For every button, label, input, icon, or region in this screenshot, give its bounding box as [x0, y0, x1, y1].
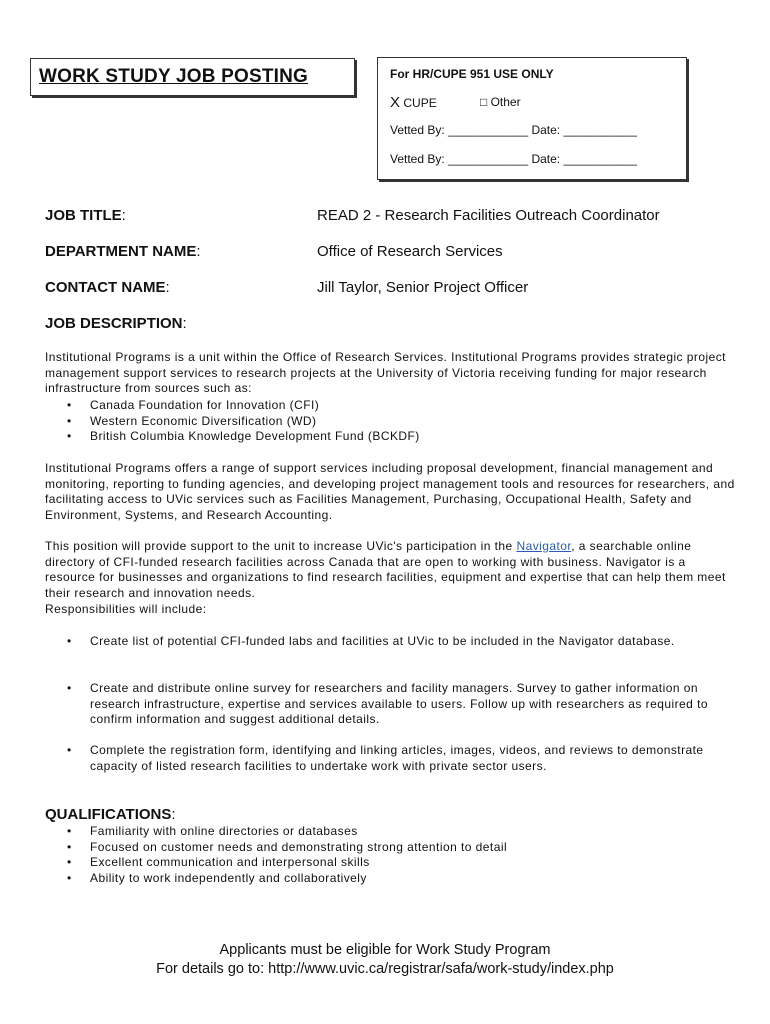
list-item: • Western Economic Diversification (WD)	[45, 414, 420, 430]
other-label: Other	[490, 95, 521, 109]
list-item: • Canada Foundation for Innovation (CFI)	[45, 398, 420, 414]
job-title-value: READ 2 - Research Facilities Outreach Coordinator	[317, 207, 660, 224]
eligibility-note: Applicants must be eligible for Work Study Program	[219, 942, 551, 958]
description-paragraph-2: Institutional Programs offers a range of support services including proposal development, financial management and monitoring, reporting to funding agencies, and developing project management tools and resources for researchers, and facilitating access to UVic services such as Facilities Management, Purchasing, Occupational Health, Safety and Environment, Systems, and Research Accounting.	[45, 461, 735, 523]
list-item: • Create and distribute online survey for researchers and facility managers. Survey to gather information on research infrastructure, expertise and services available to users. Follow up with researchers as required to confirm information and suggest additional details.	[45, 681, 735, 728]
list-item: • Create list of potential CFI-funded labs and facilities at UVic to be included in the Navigator database.	[45, 634, 735, 650]
description-paragraph-1: Institutional Programs is a unit within the Office of Research Services. Institutional Programs provides strategic project management support services to research projects at the University of Victoria receiving funding for major research infrastructure from sources such as:	[45, 350, 726, 396]
hr-use-box	[377, 57, 687, 180]
department-value: Office of Research Services	[317, 243, 503, 260]
list-item: • British Columbia Knowledge Development Fund (BCKDF)	[45, 429, 420, 445]
contact-value: Jill Taylor, Senior Project Officer	[317, 279, 529, 296]
responsibilities-list	[45, 681, 735, 728]
vetted-line-2: Vetted By: ____________ Date: ___________	[390, 152, 637, 166]
navigator-link[interactable]: Navigator	[516, 539, 572, 553]
list-item: • Familiarity with online directories or databases	[45, 824, 507, 840]
qualifications-heading: QUALIFICATIONS:	[45, 806, 176, 823]
job-title-label: JOB TITLE:	[45, 207, 126, 224]
description-paragraph-3: This position will provide support to the unit to increase UVic's participation in the Navigator, a searchable online directory of CFI-funded research facilities across Canada that are open to working with business. Navigator is a resource for businesses and organizations to find research facilities, equipment and expertise that can help them meet their research and innovation needs.	[45, 539, 726, 601]
list-item: • Complete the registration form, identifying and linking articles, images, videos, and reviews to demonstrate capacity of listed research facilities to undertake work with private sector users.	[45, 743, 735, 774]
cupe-mark: X	[390, 94, 401, 111]
other-option	[480, 95, 521, 109]
hr-box-title: For HR/CUPE 951 USE ONLY	[390, 67, 554, 81]
contact-label: CONTACT NAME:	[45, 279, 170, 296]
checkbox-icon: □	[480, 95, 488, 109]
title-box	[30, 58, 355, 96]
responsibilities-list	[45, 634, 735, 650]
list-item: • Focused on customer needs and demonstrating strong attention to detail	[45, 840, 507, 856]
job-description-heading: JOB DESCRIPTION:	[45, 315, 187, 332]
funding-sources-list	[45, 398, 420, 445]
qualifications-list	[45, 824, 507, 887]
responsibilities-intro: Responsibilities will include:	[45, 602, 207, 616]
cupe-label: CUPE	[403, 96, 437, 110]
list-item: • Excellent communication and interpersonal skills	[45, 855, 507, 871]
page-title: WORK STUDY JOB POSTING	[39, 66, 309, 87]
cupe-option	[390, 94, 437, 111]
details-url: For details go to: http://www.uvic.ca/registrar/safa/work-study/index.php	[156, 961, 614, 977]
responsibilities-list	[45, 743, 735, 774]
department-label: DEPARTMENT NAME:	[45, 243, 201, 260]
vetted-line-1: Vetted By: ____________ Date: ___________	[390, 123, 637, 137]
list-item: • Ability to work independently and collaboratively	[45, 871, 507, 887]
